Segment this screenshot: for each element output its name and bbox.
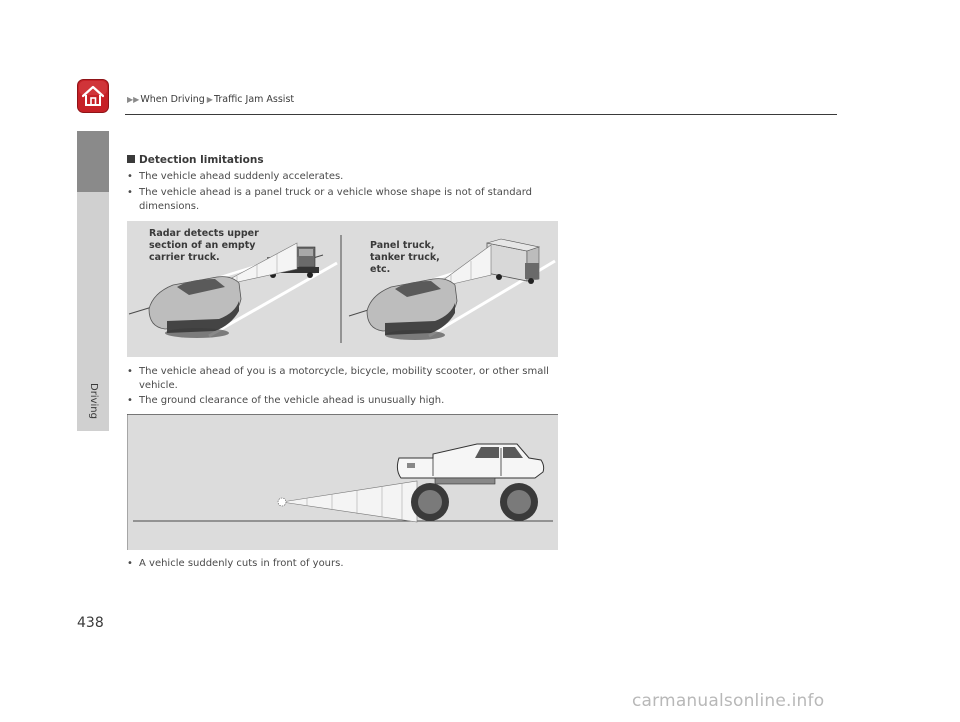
figure-high-clearance-truck bbox=[127, 414, 558, 550]
breadcrumb-item-traffic-jam-assist[interactable]: Traffic Jam Assist bbox=[213, 94, 295, 105]
section-heading bbox=[127, 154, 264, 166]
list-item-text: The vehicle ahead is a panel truck or a vehicle whose shape is not of standard dimensions. bbox=[139, 187, 533, 212]
list-item bbox=[127, 557, 567, 571]
bullet-dot-icon: • bbox=[127, 171, 133, 182]
list-item bbox=[127, 170, 567, 184]
list-item-text: A vehicle suddenly cuts in front of yours. bbox=[139, 558, 344, 569]
home-icon[interactable] bbox=[77, 79, 109, 113]
breadcrumb-item-when-driving[interactable]: When Driving bbox=[140, 94, 205, 105]
bullet-dot-icon: • bbox=[127, 395, 133, 406]
square-bullet-icon bbox=[127, 155, 135, 163]
list-item-text: The vehicle ahead suddenly accelerates. bbox=[139, 171, 344, 182]
breadcrumb bbox=[127, 94, 294, 105]
list-item bbox=[127, 365, 559, 393]
list-item-text: The vehicle ahead of you is a motorcycle, bicycle, mobility scooter, or other small vehicle. bbox=[139, 366, 549, 391]
breadcrumb-arrow-icon: ▶▶ bbox=[127, 95, 140, 104]
list-item bbox=[127, 394, 567, 408]
bullet-dot-icon: • bbox=[127, 366, 133, 377]
sidebar-tab-active bbox=[77, 131, 109, 192]
watermark: carmanualsonline.info bbox=[632, 691, 825, 711]
header-rule bbox=[125, 114, 837, 115]
list-item bbox=[127, 186, 557, 214]
bullet-dot-icon: • bbox=[127, 187, 133, 198]
breadcrumb-arrow-icon: ▶ bbox=[206, 95, 213, 104]
figure-radar-truck bbox=[127, 221, 558, 357]
page-number: 438 bbox=[77, 615, 104, 631]
figure1-right-caption: Panel truck, tanker truck, etc. bbox=[370, 240, 440, 275]
figure1-left-caption: Radar detects upper section of an empty carrier truck. bbox=[149, 228, 259, 263]
sidebar-section-label: Driving bbox=[88, 383, 99, 419]
bullet-dot-icon: • bbox=[127, 558, 133, 569]
section-heading-text: Detection limitations bbox=[139, 154, 264, 166]
list-item-text: The ground clearance of the vehicle ahead is unusually high. bbox=[139, 395, 445, 406]
